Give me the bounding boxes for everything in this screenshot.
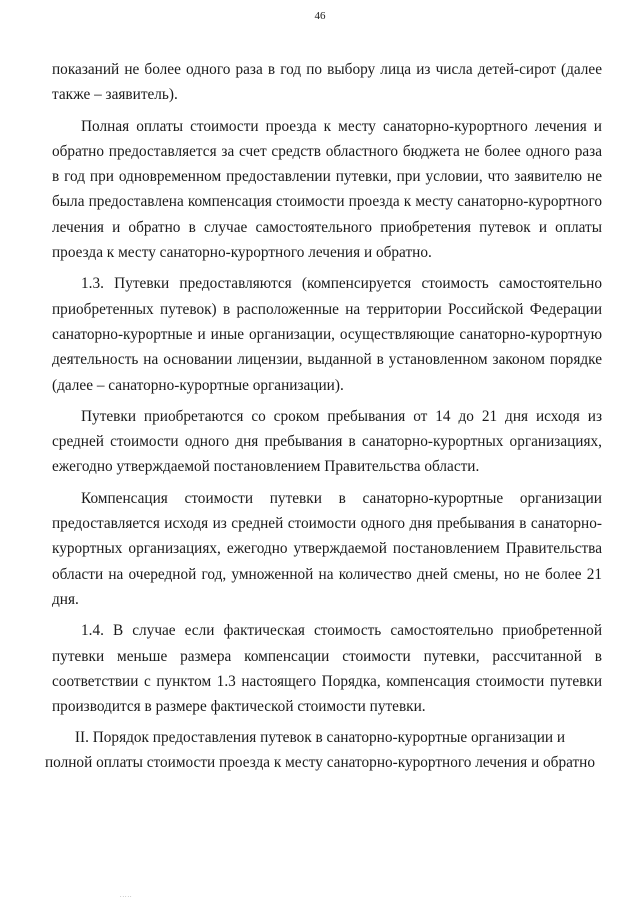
document-body (52, 57, 602, 719)
section-title (40, 725, 600, 776)
page-number: 46 (314, 10, 326, 22)
footer-mark: ..... (120, 893, 133, 899)
paragraph-compensation: Компенсация стоимости путевки в санаторно-курортные организации предоставляется исходя из средней стоимости одного дня пребывания в санаторно-курортных организациях, ежегодно утверждаемой постановлением Правительства области на очередной год, умноженной на количество дней смены, но не более 21 дня. (52, 489, 602, 608)
section-title-line-2: полной оплаты стоимости проезда к месту санаторно-курортного лечения и обратно (44, 754, 596, 772)
paragraph-continuation: показаний не более одного раза в год по выбору лица из числа детей-сирот (далее также – заявитель). (52, 61, 602, 104)
section-title-line-1: II. Порядок предоставления путевок в санаторно-курортные организации и (74, 729, 566, 746)
paragraph-1-4: 1.4. В случае если фактическая стоимость самостоятельно приобретенной путевки меньше размера компенсации стоимости путевки, рассчитанной в соответствии с пунктом 1.3 настоящего Порядка, компенсация стоимости путевки производится в размере фактической стоимости путевки. (52, 622, 602, 716)
paragraph-stay-duration: Путевки приобретаются со сроком пребывания от 14 до 21 дня исходя из средней стоимости одного дня пребывания в санаторно-курортных организациях, ежегодно утверждаемой постановлением Правительства области. (52, 407, 602, 476)
paragraph-travel-payment: Полная оплаты стоимости проезда к месту санаторно-курортного лечения и обратно предоставляется за счет средств областного бюджета не более одного раза в год при одновременном предоставлении путевки, при условии, что заявителю не была предоставлена компенсация стоимости проезда к месту санаторно-курортного лечения и обратно в случае самостоятельного приобретения путевок и оплаты проезда к месту санаторно-курортного лечения и обратно. (52, 117, 602, 262)
paragraph-1-3: 1.3. Путевки предоставляются (компенсируется стоимость самостоятельно приобретенных путевок) в расположенные на территории Российской Федерации санаторно-курортные и иные организации, осуществляющие санаторно-курортную деятельность на основании лицензии, выданной в установленном законом порядке (далее – санаторно-курортные организации). (52, 275, 602, 394)
